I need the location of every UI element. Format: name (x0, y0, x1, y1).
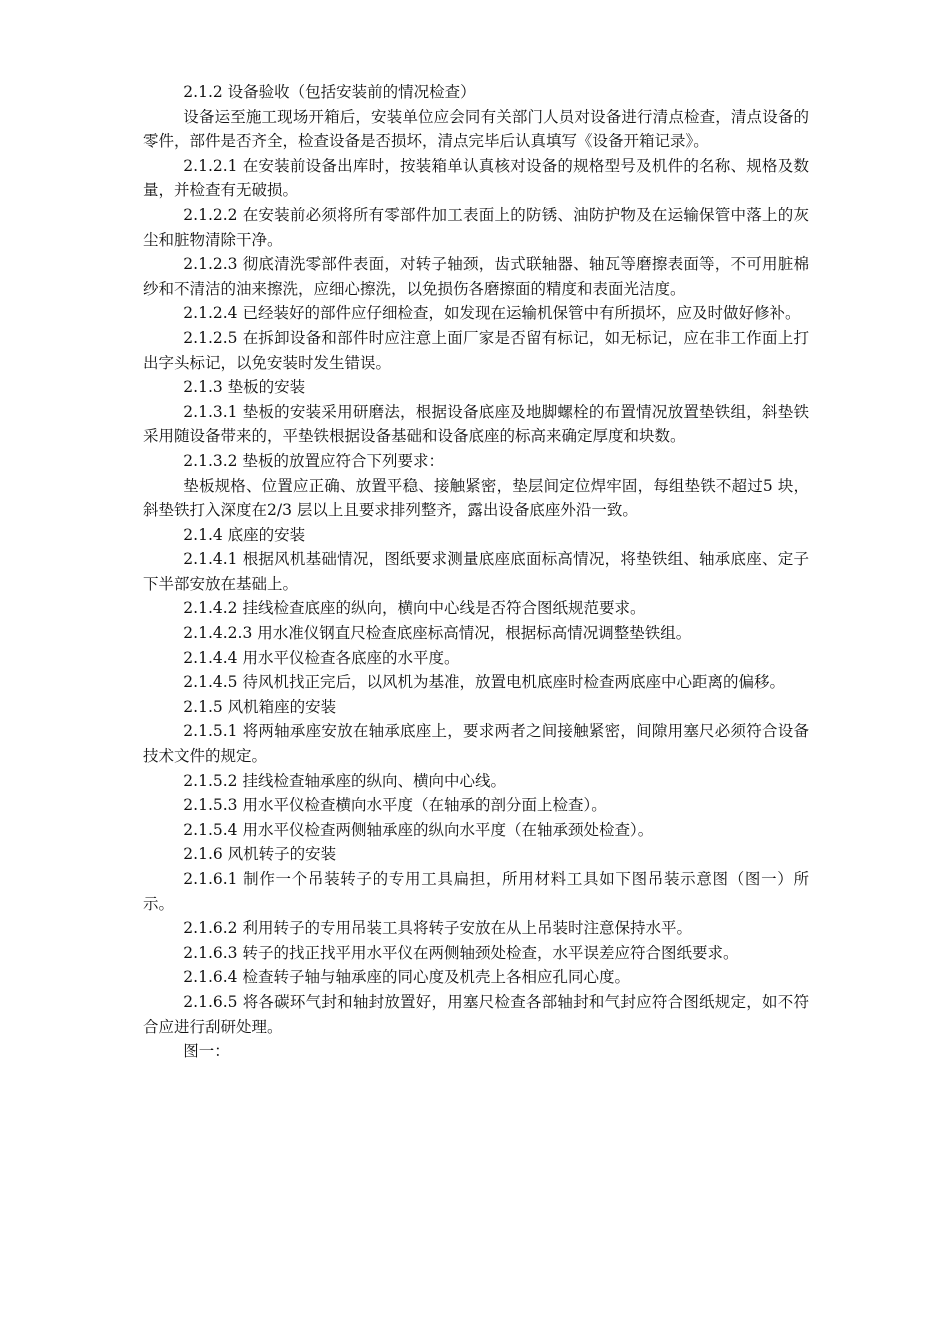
clause-2-1-5-2: 2.1.5.2 挂线检查轴承座的纵向、横向中心线。 (183, 771, 506, 790)
heading-2-1-4: 2.1.4 底座的安装 (183, 525, 306, 544)
clause-2-1-2-2: 2.1.2.2 在安装前必须将所有零部件加工表面上的防锈、油防护物及在运输保管中落上的灰尘和脏物清除干净。 (143, 205, 809, 249)
clause-2-1-2-5: 2.1.2.5 在拆卸设备和部件时应注意上面厂家是否留有标记，如无标记，应在非工作面上打出字头标记，以免安装时发生错误。 (143, 328, 809, 372)
clause-2-1-6-5: 2.1.6.5 将各碳环气封和轴封放置好，用塞尺检查各部轴封和气封应符合图纸规定，如不符合应进行刮研处理。 (143, 992, 809, 1036)
clause-2-1-3-2: 2.1.3.2 垫板的放置应符合下列要求： (183, 451, 444, 470)
clause-2-1-6-4: 2.1.6.4 检查转子轴与轴承座的同心度及机壳上各相应孔同心度。 (183, 968, 630, 987)
paragraph-unpacking-inspection: 设备运至施工现场开箱后，安装单位应会同有关部门人员对设备进行清点检查，清点设备的零件，部件是否齐全，检查设备是否损坏，清点完毕后认真填写《设备开箱记录》。 (143, 107, 809, 151)
clause-2-1-5-3: 2.1.5.3 用水平仪检查横向水平度（在轴承的剖分面上检查）。 (183, 796, 607, 815)
clause-2-1-4-5: 2.1.4.5 待风机找正完后，以风机为基准，放置电机底座时检查两底座中心距离的偏移。 (183, 673, 785, 692)
heading-2-1-3: 2.1.3 垫板的安装 (183, 378, 306, 397)
heading-2-1-5: 2.1.5 风机箱座的安装 (183, 697, 337, 716)
document-body (143, 80, 809, 1064)
heading-2-1-6: 2.1.6 风机转子的安装 (183, 845, 337, 864)
clause-2-1-6-2: 2.1.6.2 利用转子的专用吊装工具将转子安放在从上吊装时注意保持水平。 (183, 919, 692, 938)
clause-2-1-5-1: 2.1.5.1 将两轴承座安放在轴承底座上，要求两者之间接触紧密，间隙用塞尺必须符合设备技术文件的规定。 (143, 722, 809, 766)
heading-2-1-2: 2.1.2 设备验收（包括安装前的情况检查） (183, 83, 476, 101)
clause-2-1-2-1: 2.1.2.1 在安装前设备出库时，按装箱单认真核对设备的规格型号及机件的名称、规格及数量，并检查有无破损。 (143, 156, 809, 200)
clause-2-1-6-1: 2.1.6.1 制作一个吊装转子的专用工具扁担，所用材料工具如下图吊装示意图（图一）所示。 (143, 870, 809, 913)
clause-2-1-6-3: 2.1.6.3 转子的找正找平用水平仪在两侧轴颈处检查，水平误差应符合图纸要求。 (183, 943, 739, 962)
clause-2-1-4-2-3: 2.1.4.2.3 用水准仪钢直尺检查底座标高情况，根据标高情况调整垫铁组。 (183, 624, 692, 643)
clause-2-1-2-4: 2.1.2.4 已经装好的部件应仔细检查，如发现在运输机保管中有所损坏，应及时做好修补。 (183, 304, 801, 323)
clause-2-1-4-4: 2.1.4.4 用水平仪检查各底座的水平度。 (183, 648, 460, 667)
clause-2-1-2-3: 2.1.2.3 彻底清洗零部件表面，对转子轴颈，齿式联轴器、轴瓦等磨擦表面等，不可用脏棉纱和不清洁的油来擦洗，应细心擦洗，以免损伤各磨擦面的精度和表面光洁度。 (143, 255, 809, 298)
clause-2-1-4-1: 2.1.4.1 根据风机基础情况，图纸要求测量底座底面标高情况，将垫铁组、轴承底座、定子下半部安放在基础上。 (143, 550, 809, 593)
paragraph-shim-requirements: 垫板规格、位置应正确、放置平稳、接触紧密，垫层间定位焊牢固，每组垫铁不超过5 块，斜垫铁打入深度在2/3 层以上且要求排列整齐，露出设备底座外沿一致。 (143, 476, 809, 520)
clause-2-1-4-2: 2.1.4.2 挂线检查底座的纵向，横向中心线是否符合图纸规范要求。 (183, 599, 646, 618)
figure-1-caption: 图一： (183, 1042, 230, 1061)
clause-2-1-5-4: 2.1.5.4 用水平仪检查两侧轴承座的纵向水平度（在轴承颈处检查）。 (183, 820, 654, 839)
clause-2-1-3-1: 2.1.3.1 垫板的安装采用研磨法，根据设备底座及地脚螺栓的布置情况放置垫铁组，斜垫铁采用随设备带来的，平垫铁根据设备基础和设备底座的标高来确定厚度和块数。 (143, 402, 809, 446)
